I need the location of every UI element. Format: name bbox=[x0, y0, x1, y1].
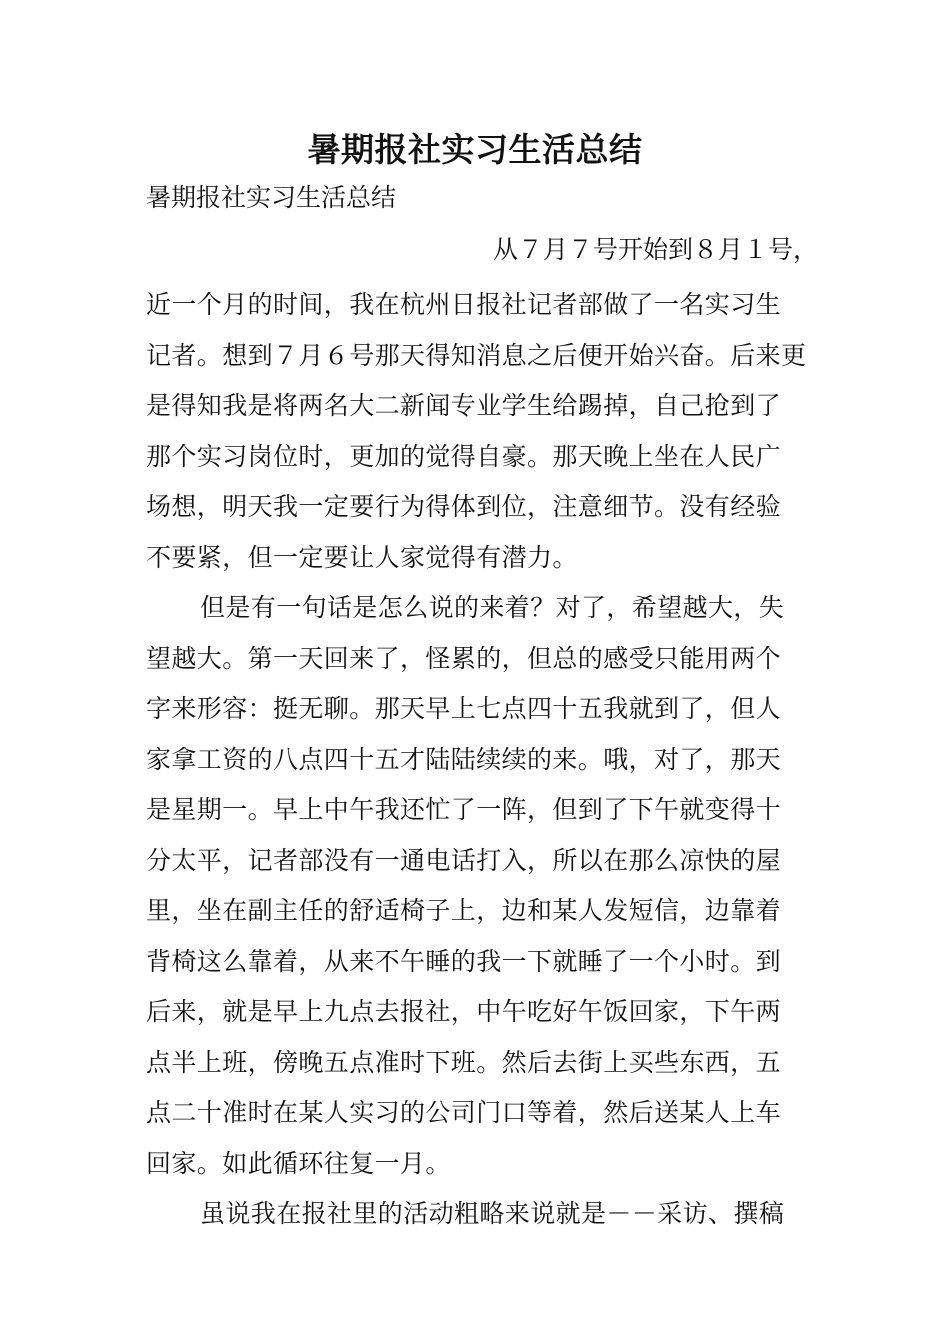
document-title: 暑期报社实习生活总结 bbox=[307, 130, 643, 169]
text-line: 回家。如此循环往复一月。 bbox=[146, 1148, 451, 1178]
text-line: 家拿工资的八点四十五才陆陆续续的来。哦，对了，那天 bbox=[146, 744, 782, 774]
text-line: 虽说我在报社里的活动粗略来说就是－－采访、撰稿 bbox=[200, 1199, 785, 1228]
text-line: 望越大。第一天回来了，怪累的，但总的感受只能用两个 bbox=[146, 643, 782, 673]
text-line: 分太平，记者部没有一通电话打入，所以在那么凉快的屋 bbox=[146, 845, 782, 875]
text-line: 字来形容：挺无聊。那天早上七点四十五我就到了，但人 bbox=[146, 694, 782, 723]
intro-line: 从７月７号开始到８月１号， bbox=[492, 235, 818, 264]
text-line: 近一个月的时间，我在杭州日报社记者部做了一名实习生 bbox=[146, 290, 782, 319]
text-line: 那个实习岗位时，更加的觉得自豪。那天晚上坐在人民广 bbox=[146, 441, 782, 471]
text-line: 背椅这么靠着，从来不午睡的我一下就睡了一个小时。到 bbox=[146, 946, 782, 976]
text-line: 是星期一。早上中午我还忙了一阵，但到了下午就变得十 bbox=[146, 795, 782, 824]
text-line: 记者。想到７月６号那天得知消息之后便开始兴奋。后来更 bbox=[146, 340, 807, 370]
text-line: 但是有一句话是怎么说的来着？对了，希望越大，失 bbox=[200, 593, 785, 622]
text-line: 不要紧，但一定要让人家觉得有潜力。 bbox=[146, 542, 578, 572]
text-line: 点二十准时在某人实习的公司门口等着，然后送某人上车 bbox=[146, 1098, 782, 1127]
text-line: 后来，就是早上九点去报社，中午吃好午饭回家，下午两 bbox=[146, 997, 782, 1026]
text-line: 场想，明天我一定要行为得体到位，注意细节。没有经验 bbox=[146, 492, 782, 521]
body-text bbox=[146, 280, 822, 1240]
text-line: 里，坐在副主任的舒适椅子上，边和某人发短信，边靠着 bbox=[146, 896, 782, 925]
text-line: 点半上班，傍晚五点准时下班。然后去街上买些东西，五 bbox=[146, 1047, 782, 1077]
text-line: 是得知我是将两名大二新闻专业学生给踢掉，自己抢到了 bbox=[146, 391, 782, 420]
document-subtitle: 暑期报社实习生活总结 bbox=[146, 183, 397, 212]
